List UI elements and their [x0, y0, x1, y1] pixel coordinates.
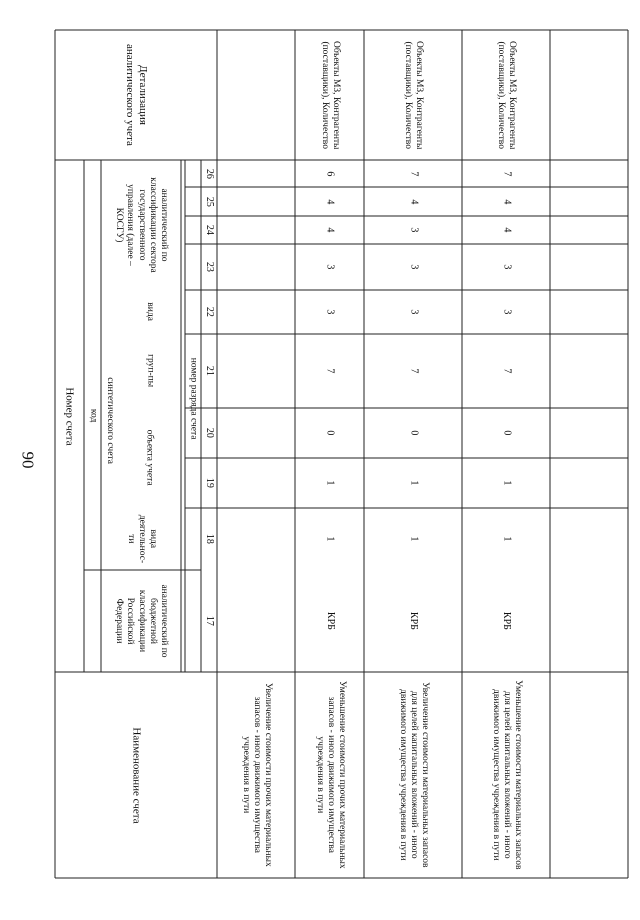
row-cell-cell	[462, 508, 550, 570]
header-analytical-detail: Детализация аналитического учета	[124, 44, 149, 146]
row-cell-cell	[217, 408, 295, 458]
row-cell: КРБ	[407, 612, 419, 630]
row-cell-cell	[364, 570, 462, 672]
row-cell-cell	[364, 508, 462, 570]
row-name-cell	[217, 672, 295, 878]
row-cell-cell	[217, 334, 295, 408]
row-cell: 3	[324, 309, 336, 315]
row-detail-cell	[364, 30, 462, 160]
header-account-number-cell	[55, 160, 84, 672]
row-cell-cell	[295, 408, 364, 458]
page-number-text: 90	[18, 451, 37, 469]
header-digit-numbers-cell	[185, 290, 201, 508]
row-cell-cell	[217, 244, 295, 290]
column-number-20-cell	[201, 408, 217, 458]
column-number-22: 22	[203, 306, 215, 317]
column-number-24: 24	[203, 224, 215, 235]
row-cell-cell	[217, 458, 295, 508]
column-number-18: 18	[203, 533, 215, 544]
row-cell: 7	[407, 170, 419, 176]
row-detail: Объекты МЗ, Контрагенты (поставщики), Количество	[496, 40, 518, 150]
row-cell-cell	[295, 508, 364, 570]
column-number-18-cell	[201, 508, 217, 570]
column-number-24-cell	[201, 216, 217, 244]
header-account-name: Наименование счета	[130, 726, 143, 824]
column-number-21: 21	[203, 365, 215, 376]
row-cell-cell	[364, 216, 462, 244]
column-number-17-cell	[201, 570, 217, 672]
row-cell-cell	[364, 458, 462, 508]
row-name: Уменьшение стоимости прочих материальных запасов - иного движимого имущества учреждения в пути	[313, 681, 347, 869]
row-cell-cell	[295, 216, 364, 244]
row-cell-cell	[217, 570, 295, 672]
column-number-19-cell	[201, 458, 217, 508]
row-cell: КРБ	[500, 612, 512, 630]
row-name-cell	[295, 672, 364, 878]
header-kind: вида	[145, 302, 156, 322]
column-number-21-cell	[201, 334, 217, 408]
column-number-26-cell	[201, 160, 217, 187]
header-analytical-detail-cell	[55, 30, 217, 160]
column-number-25: 25	[203, 196, 215, 207]
header-account-name-cell	[55, 672, 217, 878]
column-number-25-cell	[201, 187, 217, 216]
row-cell: 1	[324, 536, 336, 542]
row-cell: 0	[407, 430, 419, 436]
header-digit-numbers: номер разряда счета	[188, 358, 199, 440]
column-number-22-cell	[201, 290, 217, 334]
row-cell-cell	[364, 160, 462, 187]
row-cell-cell	[217, 290, 295, 334]
column-number-19: 19	[203, 477, 215, 488]
row-cell-cell	[217, 187, 295, 216]
row-detail-cell	[462, 30, 550, 160]
row-cell: 6	[324, 170, 336, 176]
row-cell: 4	[500, 227, 512, 233]
header-account-object-cell	[118, 408, 181, 508]
column-number-23-cell	[201, 244, 217, 290]
row-cell-cell	[462, 216, 550, 244]
row-cell: 7	[407, 368, 419, 374]
row-cell-cell	[217, 508, 295, 570]
header-group-cell	[118, 334, 181, 408]
row-name-cell	[462, 672, 550, 878]
header-kosgu-cell	[101, 160, 181, 290]
row-name: Увеличение стоимости прочих материальных запасов - иного движимого имущества учреждения в пути	[240, 683, 273, 867]
row-cell: 3	[500, 264, 512, 270]
row-cell: 3	[500, 309, 512, 315]
row-cell: 1	[407, 480, 419, 486]
row-detail: Объекты МЗ, Контрагенты (поставщики), Количество	[319, 40, 341, 150]
row-cell-cell	[462, 187, 550, 216]
row-cell: 3	[407, 309, 419, 315]
header-analytical-budget-cell	[101, 570, 181, 672]
header-account-object: объекта учета	[145, 429, 156, 487]
row-cell-cell	[295, 290, 364, 334]
row-cell: 0	[324, 430, 336, 436]
header-analytical-budget: аналитический по бюджетной классификации Российской Федерации	[114, 584, 170, 658]
row-detail-cell	[217, 30, 295, 160]
row-detail-cell	[295, 30, 364, 160]
header-synthetic-account: синтетического счета	[105, 377, 116, 465]
row-cell-cell	[295, 570, 364, 672]
row-cell: 1	[324, 480, 336, 486]
column-number-23: 23	[203, 261, 215, 272]
row-name: Увеличение стоимости материальных запасов для целей капитальных вложений - иного движимого имущества учреждения в пути	[397, 682, 430, 868]
row-cell-cell	[364, 408, 462, 458]
row-detail: Объекты МЗ, Контрагенты (поставщики), Количество	[403, 40, 425, 150]
row-cell: 4	[324, 198, 336, 204]
row-cell-cell	[462, 290, 550, 334]
row-cell-cell	[364, 334, 462, 408]
row-cell-cell	[295, 244, 364, 290]
column-number-20: 20	[203, 427, 215, 438]
row-cell: 4	[500, 198, 512, 204]
header-activity-type: вида деятельнос-ти	[125, 514, 158, 564]
header-kind-cell	[118, 290, 181, 334]
row-cell-cell	[295, 334, 364, 408]
row-cell-cell	[295, 187, 364, 216]
row-cell-cell	[462, 458, 550, 508]
row-cell: 1	[500, 480, 512, 486]
row-cell: 3	[407, 227, 419, 233]
row-cell-cell	[462, 160, 550, 187]
row-cell-cell	[217, 216, 295, 244]
row-cell: 7	[500, 170, 512, 176]
header-code: код	[88, 409, 99, 423]
row-cell-cell	[217, 160, 295, 187]
header-group: груп-пы	[145, 354, 156, 388]
header-activity-type-cell	[101, 508, 181, 570]
row-cell-cell	[364, 244, 462, 290]
header-synthetic-account-cell	[101, 334, 118, 508]
row-name: Уменьшение стоимости материальных запасов для целей капитальных вложений - иного движимого имущества учреждения в пути	[490, 680, 523, 870]
row-cell-cell	[462, 570, 550, 672]
header-code-cell	[84, 160, 101, 672]
row-cell: 7	[324, 368, 336, 374]
row-cell-cell	[295, 458, 364, 508]
row-cell-cell	[462, 408, 550, 458]
row-cell-cell	[364, 290, 462, 334]
column-number-26: 26	[203, 168, 215, 179]
row-cell: 0	[500, 430, 512, 436]
row-cell: 4	[407, 198, 419, 204]
row-cell-cell	[462, 244, 550, 290]
row-cell: 1	[500, 536, 512, 542]
row-cell-cell	[462, 334, 550, 408]
row-cell: 3	[324, 264, 336, 270]
row-name-cell	[364, 672, 462, 878]
row-cell: 7	[500, 368, 512, 374]
column-number-17: 17	[203, 615, 215, 626]
row-cell-cell	[295, 160, 364, 187]
header-account-number: Номер счета	[63, 386, 76, 446]
header-kosgu: аналитический по классификации сектора государственного управления (далее – КОСГУ)	[114, 177, 170, 273]
row-cell: КРБ	[324, 612, 336, 630]
row-cell: 3	[407, 264, 419, 270]
row-cell-cell	[364, 187, 462, 216]
row-cell: 4	[324, 227, 336, 233]
row-cell: 1	[407, 536, 419, 542]
